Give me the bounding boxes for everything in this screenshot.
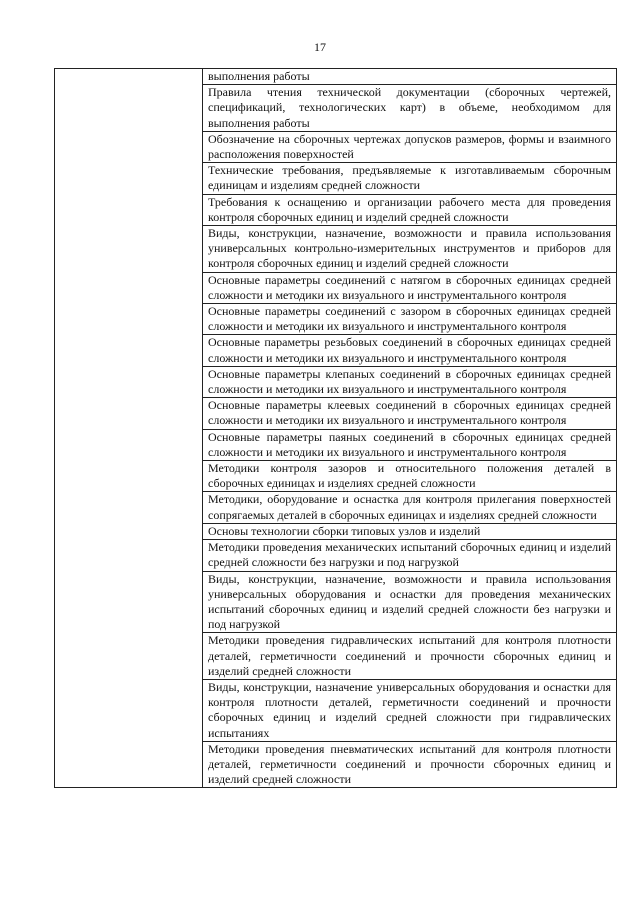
table-cell: Виды, конструкции, назначение, возможности и правила использования универсальных контрольно-измерительных инструментов и приборов для контроля сборочных единиц и изделий средней сложности (203, 226, 617, 273)
table-cell: Основные параметры соединений с зазором в сборочных единицах средней сложности и методики их визуального и инструментального контроля (203, 304, 617, 335)
table-cell: Методики, оборудование и оснастка для контроля прилегания поверхностей сопрягаемых деталей в сборочных единицах и изделиях средней сложности (203, 492, 617, 523)
table-cell: Методики проведения пневматических испытаний для контроля плотности деталей, герметичности соединений и прочности сборочных единиц и изделий средней сложности (203, 741, 617, 788)
table-cell: Обозначение на сборочных чертежах допусков размеров, формы и взаимного расположения поверхностей (203, 131, 617, 162)
table-cell: Основы технологии сборки типовых узлов и изделий (203, 523, 617, 539)
table-cell: Основные параметры клеевых соединений в сборочных единицах средней сложности и методики их визуального и инструментального контроля (203, 398, 617, 429)
table-cell: Требования к оснащению и организации рабочего места для проведения контроля сборочных единиц и изделий средней сложности (203, 194, 617, 225)
table-cell: Виды, конструкции, назначение, возможности и правила использования универсальных оборудования и оснастки для проведения механических испытаний сборочных единиц и изделий средней сложности без нагрузки и под нагрузкой (203, 571, 617, 633)
table-cell: Технические требования, предъявляемые к изготавливаемым сборочным единицам и изделиям средней сложности (203, 163, 617, 194)
table-cell: Основные параметры клепаных соединений в сборочных единицах средней сложности и методики их визуального и инструментального контроля (203, 366, 617, 397)
table-cell: Правила чтения технической документации (сборочных чертежей, спецификаций, технологических карт) в объеме, необходимом для выполнения работы (203, 85, 617, 132)
knowledge-requirements-table (54, 68, 617, 788)
table-cell: Виды, конструкции, назначение универсальных оборудования и оснастки для контроля плотности деталей, герметичности соединений и прочности сборочных единиц и изделий средней сложности при гидравлических испытаниях (203, 679, 617, 741)
table-left-empty-cell (55, 69, 203, 788)
table-cell: Основные параметры паяных соединений в сборочных единицах средней сложности и методики их визуального и инструментального контроля (203, 429, 617, 460)
table-cell: Основные параметры соединений с натягом в сборочных единицах средней сложности и методики их визуального и инструментального контроля (203, 272, 617, 303)
table-cell: выполнения работы (203, 69, 617, 85)
table-row (55, 69, 617, 85)
table-cell: Основные параметры резьбовых соединений в сборочных единицах средней сложности и методики их визуального и инструментального контроля (203, 335, 617, 366)
page-number: 17 (314, 40, 326, 54)
table-cell: Методики контроля зазоров и относительного положения деталей в сборочных единицах и изделиях средней сложности (203, 461, 617, 492)
table-cell: Методики проведения механических испытаний сборочных единиц и изделий средней сложности без нагрузки и под нагрузкой (203, 540, 617, 571)
table-cell: Методики проведения гидравлических испытаний для контроля плотности деталей, герметичности соединений и прочности сборочных единиц и изделий средней сложности (203, 633, 617, 680)
